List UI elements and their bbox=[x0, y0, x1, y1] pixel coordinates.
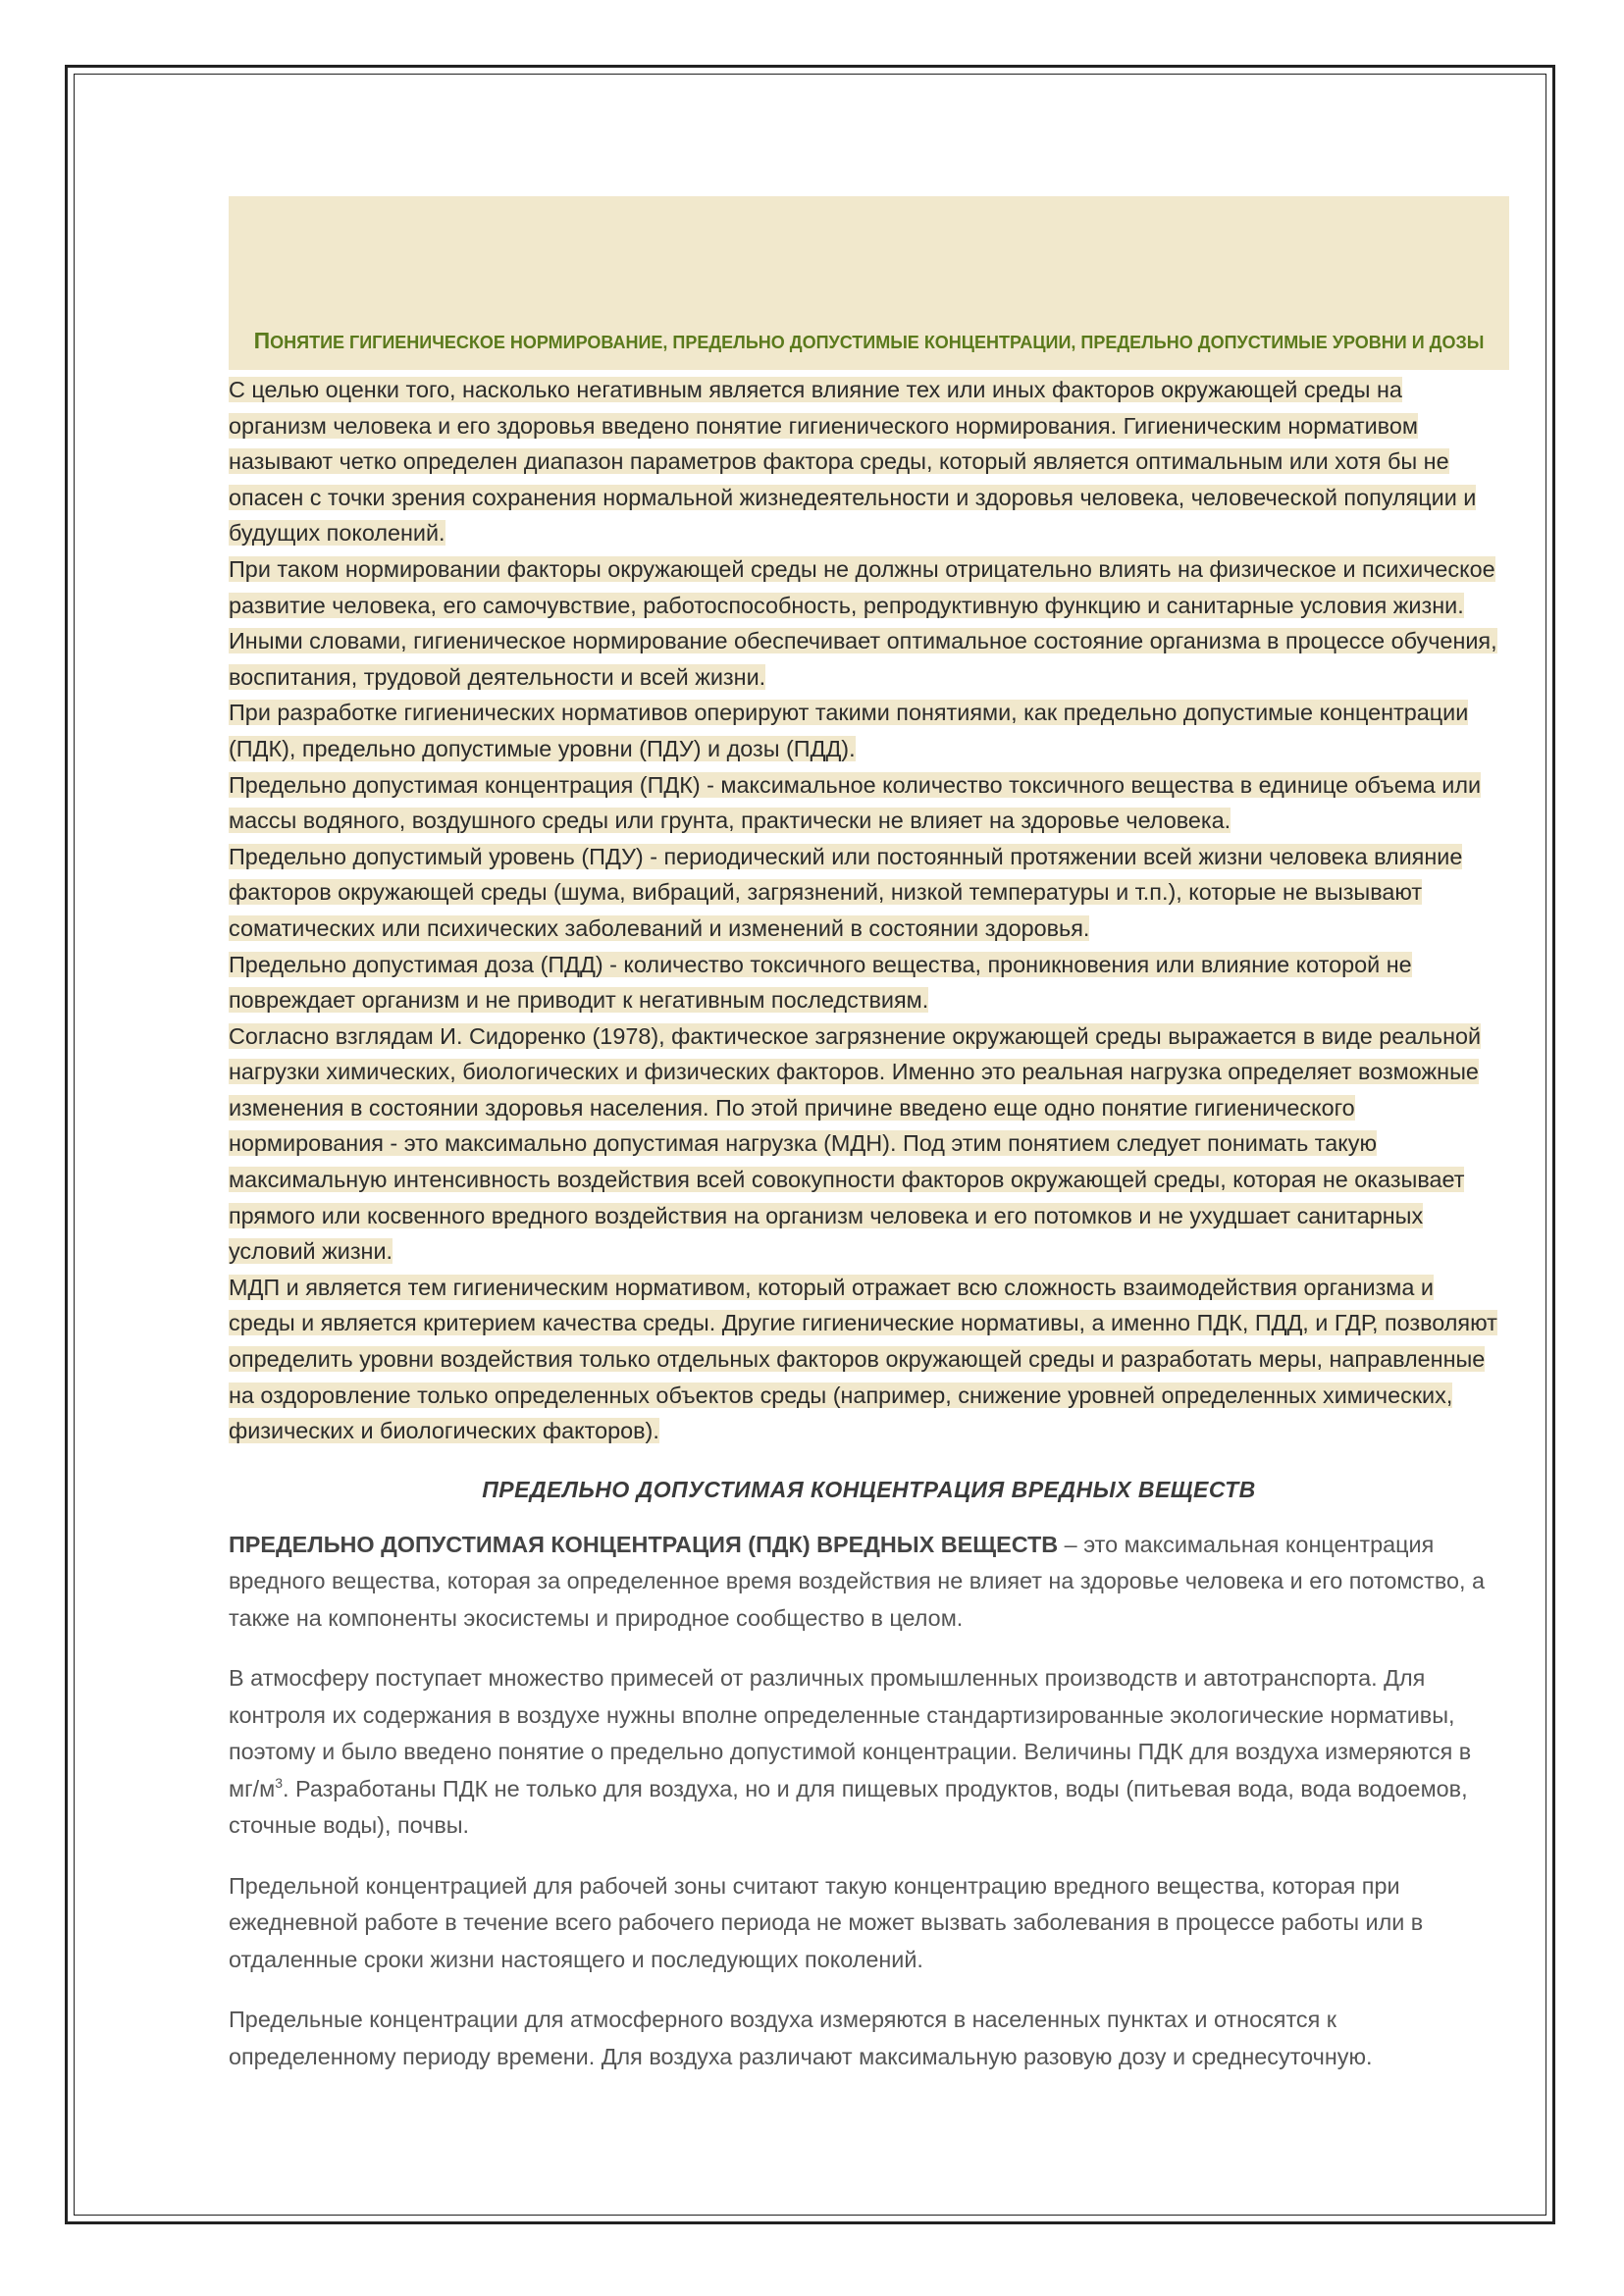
paragraph: Предельно допустимая доза (ПДД) - количество токсичного вещества, проникновения или влияние которой не повреждает организм и не приводит к негативным последствиям. bbox=[229, 951, 1412, 1014]
definition-text: – это максимальная концентрация вредного вещества, которая за определенное время воздействия не влияет на здоровье человека и его потомство, а также на компоненты экосистемы и природное сообщество в целом. bbox=[229, 1531, 1486, 1631]
page-title bbox=[229, 315, 1509, 368]
paragraph: Согласно взглядам И. Сидоренко (1978), фактическое загрязнение окружающей среды выражается в виде реальной нагрузки химических, биологических и физических факторов. Именно это реальная нагрузка определяет возможные изменения в состоянии здоровья населения. По этой причине введено еще одно понятие гигиенического нормирования - это максимально допустимая нагрузка (МДН). Под этим понятием следует понимать такую максимальную интенсивность воздействия всей совокупности факторов окружающей среды, которая не оказывает прямого или косвенного вредного воздействия на организм человека и его потомков и не ухудшает санитарных условий жизни. bbox=[229, 1022, 1482, 1265]
defined-term: ПРЕДЕЛЬНО ДОПУСТИМАЯ КОНЦЕНТРАЦИЯ (ПДК) ВРЕДНЫХ ВЕЩЕСТВ bbox=[229, 1531, 1059, 1557]
title-rest: ОНЯТИЕ ГИГИЕНИЧЕСКОЕ НОРМИРОВАНИЕ, ПРЕДЕЛЬНО ДОПУСТИМЫЕ КОНЦЕНТРАЦИИ, ПРЕДЕЛЬНО ДОПУСТИМЫЕ УРОВНИ И ДОЗЫ bbox=[270, 333, 1485, 352]
atmosphere-paragraph: В атмосферу поступает множество примесей от различных промышленных производств и автотранспорта. Для контроля их содержания в воздухе нужны вполне определенные стандартизированные экологические нормативы, поэтому и было введено понятие о предельно допустимой концентрации. Величины ПДК для воздуха измеряются в $мг/м^3$. Разработаны ПДК не только для воздуха, но и для пищевых продуктов, воды (питьевая вода, вода водоемов, сточные воды), почвы. bbox=[229, 1665, 1472, 1839]
paragraph: Предельно допустимый уровень (ПДУ) - периодический или постоянный протяжении всей жизни человека влияние факторов окружающей среды (шума, вибраций, загрязнений, низкой температуры и т.п.), которые не вызывают соматических или психических заболеваний и изменений в состоянии здоровья. bbox=[229, 843, 1463, 941]
paragraph: При разработке гигиенических нормативов оперируют такими понятиями, как предельно допустимые концентрации (ПДК), предельно допустимые уровни (ПДУ) и дозы (ПДД). bbox=[229, 700, 1469, 761]
document-body bbox=[229, 196, 1509, 2075]
paragraph: С целью оценки того, насколько негативным является влияние тех или иных факторов окружающей среды на организм человека и его здоровья введено понятие гигиенического нормирования. Гигиеническим нормативом называют четко определен диапазон параметров фактора среды, который является оптимальным или хотя бы не опасен с точки зрения сохранения нормальной жизнедеятельности и здоровья человека, человеческой популяции и будущих поколений. bbox=[229, 377, 1477, 547]
definition-paragraph bbox=[229, 1527, 1504, 1638]
section-heading: ПРЕДЕЛЬНО ДОПУСТИМАЯ КОНЦЕНТРАЦИЯ ВРЕДНЫХ ВЕЩЕСТВ bbox=[482, 1476, 1256, 1502]
paragraph: МДП и является тем гигиеническим нормативом, который отражает всю сложность взаимодействия организма и среды и является критерием качества среды. Другие гигиенические нормативы, а именно ПДК, ПДД, и ГДР, позволяют определить уровни воздействия только отдельных факторов окружающей среды и разработать меры, направленные на оздоровление только определенных объектов среды (например, снижение уровней определенных химических, физических и биологических факторов). bbox=[229, 1274, 1497, 1444]
paragraph: Предельно допустимая концентрация (ПДК) - максимальное количество токсичного вещества в единице объема или массы водяного, воздушного среды или грунта, практически не влияет на здоровье человека. bbox=[229, 771, 1482, 834]
workzone-paragraph: Предельной концентрацией для рабочей зоны считают такую концентрацию вредного вещества, которая при ежедневной работе в течение всего рабочего периода не может вызвать заболевания в процессе работы или в отдаленные сроки жизни настоящего и последующих поколений. bbox=[229, 1872, 1424, 1972]
atmospheric-air-paragraph: Предельные концентрации для атмосферного воздуха измеряются в населенных пунктах и относятся к определенному периоду времени. Для воздуха различают максимальную разовую дозу и среднесуточную. bbox=[229, 2007, 1373, 2069]
title-initial: П bbox=[253, 328, 271, 353]
title-block bbox=[229, 196, 1509, 370]
paragraph: При таком нормировании факторы окружающей среды не должны отрицательно влиять на физическое и психическое развитие человека, его самочувствие, работоспособность, репродуктивную функцию и санитарные условия жизни. Иными словами, гигиеническое нормирование обеспечивает оптимальное состояние организма в процессе обучения, воспитания, трудовой деятельности и всей жизни. bbox=[229, 555, 1497, 690]
superscript-3: 3 bbox=[275, 1775, 283, 1792]
highlighted-section bbox=[229, 372, 1504, 1449]
